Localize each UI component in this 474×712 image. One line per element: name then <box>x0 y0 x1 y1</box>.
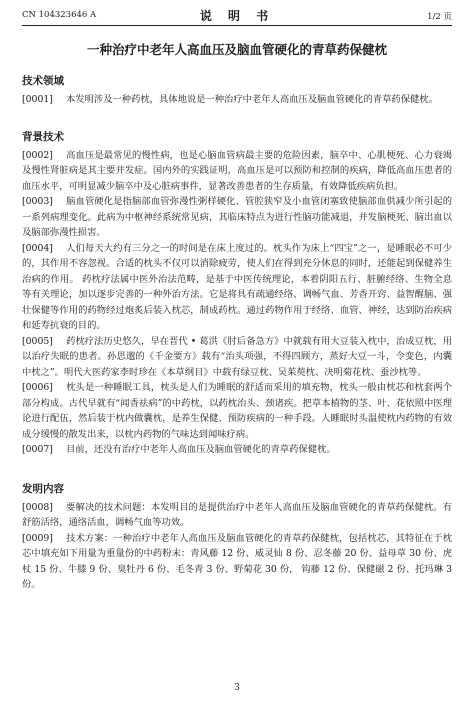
paragraph-number: [0006] <box>22 382 53 393</box>
section-heading-tech-field: 技术领域 <box>22 75 64 87</box>
paragraph-0007 <box>22 442 452 458</box>
paragraph-text: 本发明涉及一种药枕，具体地说是一种治疗中老年人高血压及脑血管硬化的青草药保健枕。 <box>66 94 438 105</box>
paragraph-text: 人们每天大约有三分之一的时间是在床上度过的。枕头作为床上“四宝”之一，是睡眠必不可少的，其作用不容忽视。合适的枕头不仅可以消除疲劳，使人们在得到充分休息的同时，还能起到保健养生治病的作用。 药枕疗法属中医外治法范畴，是基于中医传统理论，本着阴阳五行、脏腑经络、生物全息等有关理论，加以逐步完善的一种外治方法。它是将具有疏通经络、调畅气血、芳香开窍、益智醒脑、强壮保健等作用的药物经过炮炙后装入枕芯，制成药枕。通过药物作用于经络、血管、神经，达到防治疾病和延寿抗衰的目的。 <box>22 242 452 331</box>
paragraph-text: 要解决的技术问题：本发明目的是提供治疗中老年人高血压及脑血管硬化的青草药保健枕。有舒筋活络，通络活血，调畅气血等功效。 <box>22 501 452 528</box>
header-divider <box>22 25 452 26</box>
paragraph-number: [0002] <box>22 149 53 161</box>
document-number: CN 104323646 A <box>22 10 97 20</box>
paragraph-text: 药枕疗法历史悠久，早在晋代 • 葛洪《肘后备急方》中就载有用大豆装入枕中，治成豆枕，用以治疗失眠的患者。孙思邈的《千金要方》载有“治头项强，不得四顾方，蒸好大豆一斗，令变色，内囊中枕之”。明代大医药家李时珍在《本草纲目》中载有绿豆枕、吴茱萸枕、决明菊花枕、蚕沙枕等。 <box>22 335 452 378</box>
paragraph-number: [0007] <box>22 444 53 455</box>
paragraph-0008 <box>22 500 452 531</box>
section-heading-invention: 发明内容 <box>22 482 64 495</box>
paragraph-number: [0003] <box>22 196 53 207</box>
paragraph-0001 <box>22 92 452 108</box>
paragraph-number: [0009] <box>22 532 53 544</box>
paragraph-0005 <box>22 334 452 381</box>
paragraph-text: 枕头是一种睡眠工具，枕头是人们为睡眠的舒适而采用的填充物，枕头一般由枕芯和枕套两个部分构成。古代早就有“闻香祛病”的中药枕，以药枕治头、颈诸疾。把草本植物的茎、叶、花依照中医理论进行配伍，然后装于枕内做囊枕，是养生保健、预防疾病的一种手段。人睡眠时头温使枕内药物的有效成分缓慢的散发出来，以枕内药物的气味达到闻味疗病。 <box>22 382 452 440</box>
paragraph-number: [0001] <box>22 94 53 105</box>
paragraph-0004 <box>22 241 452 334</box>
document-type: 说 明 书 <box>199 9 275 23</box>
paragraph-text: 技术方案：一种治疗中老年人高血压及脑血管硬化的青草药保健枕，包括枕芯，其特征在于枕芯中填充如下用量为重量份的中药粉末：青风藤 12 份、威灵仙 8 份、忍冬藤 20 份、益母草 30 份、虎杖 15 份、牛膝 9 份、臭牡丹 6 份、毛冬青 3 份、野菊花 30 份， 钩藤 12 份、保健磁 2 份、托玛琳 3 份。 <box>22 532 452 590</box>
paragraph-0006 <box>22 380 452 442</box>
paragraph-text: 目前，还没有治疗中老年人高血压及脑血管硬化的青草药保健枕。 <box>66 444 336 455</box>
paragraph-number: [0008] <box>22 501 53 513</box>
document-body <box>22 74 452 593</box>
paragraph-0009 <box>22 531 452 593</box>
paragraph-text: 脑血管硬化是指脑部血管弥漫性粥样硬化、管腔狭窄及小血管闭塞致使脑部血供减少所引起的一系列病理变化。此病为中枢神经系统常见病，其临床特点为进行性脑功能减退，并发脑梗死、脑出血以及脑部弥漫性损害。 <box>22 196 452 238</box>
page-footer-number: 3 <box>234 683 240 693</box>
paragraph-0002 <box>22 148 452 195</box>
section-heading-background: 背景技术 <box>22 130 64 143</box>
page-header <box>22 6 452 24</box>
page-indicator: 1/2 页 <box>427 12 452 22</box>
paragraph-number: [0005] <box>22 335 53 347</box>
paragraph-text: 高血压是最常见的慢性病，也是心脑血管病最主要的危险因素，脑卒中、心肌梗死、心力衰竭及慢性肾脏病是其主要并发症。国内外的实践证明，高血压是可以预防和控制的疾病，降低高血压患者的血压水平，可明显减少脑卒中及心脏病事件，显著改善患者的生存质量，有效降低疾病负担。 <box>22 149 452 192</box>
document-title: 一种治疗中老年人高血压及脑血管硬化的青草药保健枕 <box>86 42 387 57</box>
paragraph-0003 <box>22 194 452 241</box>
paragraph-number: [0004] <box>22 242 53 254</box>
